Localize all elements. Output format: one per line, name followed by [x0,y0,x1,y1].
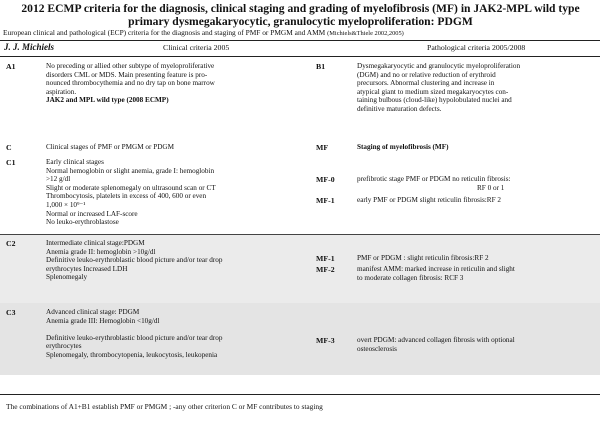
criterion-b1-tag: B1 [316,62,326,71]
c2-line: Definitive leuko-erythroblastic blood picture and/or tear drop [46,256,223,265]
c1-line: Early clinical stages [46,158,104,166]
criterion-c1-tag: C1 [6,158,16,167]
criterion-mf-text: Staging of myelofibrosis (MF) [357,143,449,151]
criterion-mf-tag: MF [316,143,329,152]
mf2-line: to moderate collagen fibrosis: RCF 3 [357,273,464,282]
c1-line: Normal or increased LAF-score [46,209,138,218]
b1-line: taining bulbous (cloud-like) hypolobulated nuclei and [357,96,512,105]
c2-line: Intermediate clinical stage:PDGM [46,239,145,247]
criterion-mf2-tag: MF-2 [316,265,335,274]
criterion-c1-text [46,158,216,227]
c3-spacer [46,325,222,334]
b1-line: atypical giant to medium sized megakaryocytes con- [357,87,509,96]
criterion-c-text: Clinical stages of PMF or PMGM or PDGM [46,143,174,151]
c1-line: >12 g/dl [46,175,71,184]
c1-line: Thrombocytosis, platelets in excess of 400, 600 or even [46,192,207,201]
c1-line: 1,000 × 10⁹⁻¹ [46,200,86,209]
subtitle-text: European clinical and pathological (ECP) criteria for the diagnosis and staging of PMF or PMGM and AMM [3,28,326,37]
b1-line: Dysmegakaryocytic and granulocytic myeloproliferation [357,62,521,70]
criterion-c2-tag: C2 [6,239,16,248]
subtitle-reference: (Michiels&Thiele 2002,2005) [327,30,404,37]
criterion-a1-tag: A1 [6,62,16,71]
mf3-line: osteosclerosis [357,344,397,353]
c3-line: erythrocytes [46,342,82,351]
criterion-c2-text [46,239,222,282]
c1-line: Slight or moderate splenomegaly on ultrasound scan or CT [46,183,216,192]
c2-line: Splenomegaly [46,273,88,282]
c3-line: Splenomegaly, thrombocytopenia, leukocytosis, leukopenia [46,350,218,359]
criterion-mf1b-text: PMF or PDGM : slight reticulin fibrosis:RF 2 [357,254,489,262]
title-line-1: 2012 ECMP criteria for the diagnosis, clinical staging and grading of myelofibrosis (MF) in JAK2-MPL wild type [21,2,580,15]
mf0-line: RF 0 or 1 [477,183,505,192]
c3-line: Definitive leuko-erythroblastic blood picture and/or tear drop [46,333,223,342]
criterion-c3-text [46,308,222,360]
c3-line: Advanced clinical stage: PDGM [46,308,140,316]
footer-rule [0,394,600,395]
c2-line: Anemia grade II: hemoglobin >10g/dl [46,247,156,256]
criterion-mf0-text [357,175,511,192]
title-line-2: primary dysmegakaryocytic, granulocytic myeloproliferation: PDGM [128,15,473,28]
author: J. J. Michiels [4,42,55,52]
document-title [3,2,598,28]
criterion-c3-tag: C3 [6,308,16,317]
criterion-mf1-tag: MF-1 [316,196,335,205]
criterion-mf0-tag: MF-0 [316,175,335,184]
b1-line: (DGM) and no or relative reduction of erythroid [357,70,496,79]
criterion-b1-text [357,62,520,114]
subtitle [3,28,598,38]
mf3-line: overt PDGM: advanced collagen fibrosis with optional [357,336,515,344]
criterion-mf3-tag: MF-3 [316,336,335,345]
mf2-line: manifest AMM: marked increase in reticulin and slight [357,265,515,273]
mf0-line: prefibrotic stage PMF or PDGM no reticulin fibrosis: [357,175,511,183]
a1-bold-line: JAK2 and MPL wild type (2008 ECMP) [46,96,169,105]
criterion-mf1-text: early PMF or PDGM slight reticulin fibrosis:RF 2 [357,196,501,204]
footer-note: The combinations of A1+B1 establish PMF or PMGM ; -any other criterion C or MF contributes to staging [6,402,323,411]
a1-line: nounced thrombocythemia and no dry tap on bone marrow [46,79,215,88]
a1-line: aspiration. [46,87,77,96]
b1-line: precursors. Abnormal clustering and increase in [357,79,495,88]
top-rule [0,40,600,41]
header-rule [0,56,600,57]
c1-line: Normal hemoglobin or slight anemia, grade I: hemoglobin [46,166,215,175]
clinical-criteria-header: Clinical criteria 2005 [163,43,230,52]
c3-line: Anemia grade III: Hemoglobin <10g/dl [46,316,160,325]
b1-line: definitive maturation defects. [357,104,442,113]
c1-line: No leuko-erythroblastose [46,218,119,227]
a1-line: disorders CML or MDS. Main presenting feature is pro- [46,70,208,79]
criterion-a1-text [46,62,215,105]
criterion-mf3-text [357,336,515,353]
criterion-mf2-text [357,265,515,282]
a1-line: No preceding or allied other subtype of myeloproliferative [46,62,215,70]
pathological-criteria-header: Pathological criteria 2005/2008 [427,43,526,52]
criterion-c-tag: C [6,143,12,152]
c2-line: erythrocytes Increased LDH [46,264,128,273]
criterion-mf1b-tag: MF-1 [316,254,335,263]
